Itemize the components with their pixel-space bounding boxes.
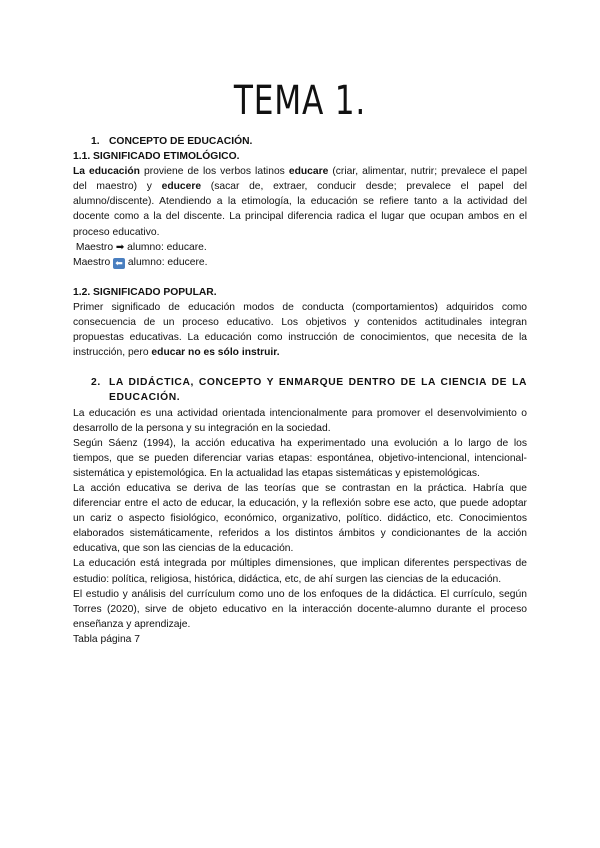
paragraph: La educación es una actividad orientada intencionalmente para promover el desenvolvimiento o desarrollo de la persona y su integración en la sociedad. [73,407,527,434]
section-2-title: LA DIDÁCTICA, CONCEPTO Y ENMARQUE DENTRO DE LA CIENCIA DE LA EDUCACIÓN. [109,377,527,404]
section-2-number: 2. [91,377,101,389]
etymology-paragraph: La educación proviene de los verbos latinos educare (criar, alimentar, nutrir; prevalece el papel del maestro) y educere (sacar de, extraer, conducir desde; prevalece el papel del alumno/discente). Atendiendo a la etimología, la educación se refiere tanto a la actividad del docente como a la del discente. La principal diferencia radica el lugar que ocupan ambos en el proceso educativo. [73,166,527,238]
bold-term: La educación [73,166,140,178]
spacer [73,360,527,375]
spacer [73,270,527,285]
arrow-left-icon: ⬅ [113,258,125,269]
footer-note: Tabla página 7 [73,633,140,645]
relation-line-educare: Maestro ➡ alumno: educare. [73,240,527,255]
bold-term: educare [288,166,329,178]
paragraph: La acción educativa se deriva de las teorías que se contrastan en la práctica. Habría que diferenciar entre el acto de educar, la educación, y la reflexión sobre ese acto, que puede adoptar un cariz o aspecto fisiológico, económico, organizativo, político. didáctico, etc. Conocimientos elaborados sistemáticamente, referidos a los distintos ámbitos y condicionantes de la acción educativa, que son las ciencias de la educación. [73,482,527,555]
paragraph: Según Sáenz (1994), la acción educativa ha experimentado una evolución a lo largo de los tiempos, que se pueden diferenciar varias etapas: espontánea, objetivo-intencional, intencional-sistemática y epistemológica. En la actualidad las etapas sistemáticas y epistemológicas. [73,437,527,479]
popular-meaning-paragraph: Primer significado de educación modos de conducta (comportamientos) adquiridos como consecuencia de un proceso educativo. Los objetivos y contenidos actitudinales integran propuestas educativas. La educación como instrucción de conocimientos, que necesita de la instrucción, pero educar no es sólo instruir. [73,301,527,359]
paragraph: El estudio y análisis del currículum como uno de los enfoques de la didáctica. El currículo, según Torres (2020), sirve de objeto educativo en la interacción docente-alumno durante el proceso enseñanza y aprendizaje. [73,588,527,630]
bold-term: educere [161,181,202,193]
section-1-number: 1. [91,136,100,147]
bold-term: educar no es sólo instruir. [151,347,280,359]
section-2-heading [73,375,527,405]
section-1-title: CONCEPTO DE EDUCACIÓN. [109,136,253,147]
relation-line-educere: Maestro ⬅ alumno: educere. [73,256,208,268]
subsection-1-2-heading: 1.2. SIGNIFICADO POPULAR. [73,286,217,298]
section-1-heading [73,134,527,149]
document-body [73,134,527,647]
paragraph: La educación está integrada por múltiples dimensiones, que implican diferentes perspectivas de estudio: política, religiosa, histórica, didáctica, etc, de ahí surgen las ciencias de la educación. [73,558,527,585]
subsection-1-1-heading: 1.1. SIGNIFICADO ETIMOLÓGICO. [73,151,240,163]
page-title: TEMA 1. [233,78,367,124]
arrow-right-icon: ➡ [115,241,125,253]
